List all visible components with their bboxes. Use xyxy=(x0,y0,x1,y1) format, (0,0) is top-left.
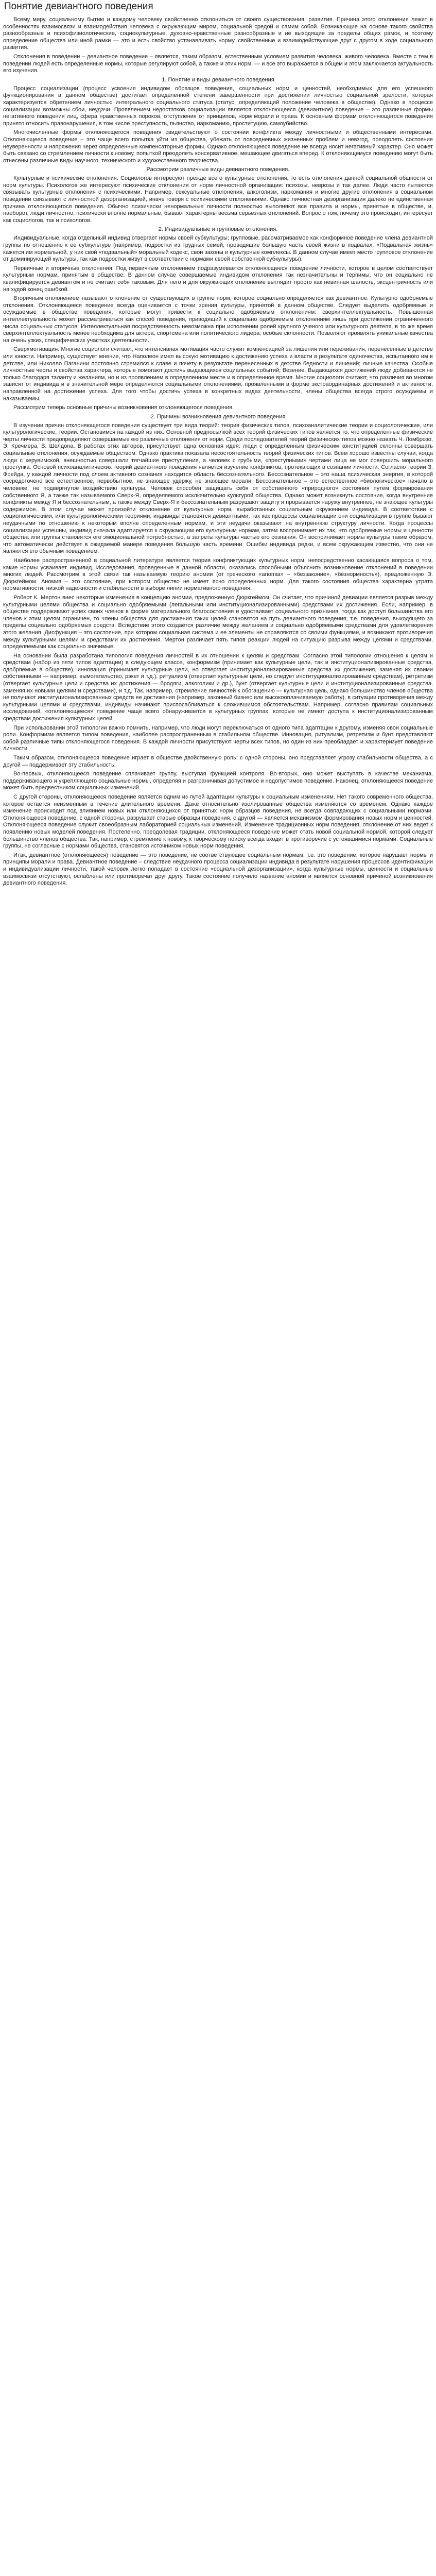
paragraph: Многочисленные формы отклоняющегося поведения свидетельствуют о состоянии конфликта между личностными и общественными интересами. Отклоняющееся поведение – это чаще всего попытка уйти из общества, убежать от повседневных жизненных проблем и невзгод, преодолеть состояние неуверенности и напряжения через определенные компенсаторные формы. Однако отклоняющееся поведение не всегда носит негативный характер. Оно может быть связано со стремлением личности к новому, попыткой преодолеть консервативное, мешающее двигаться вперед. К отклоняющемуся поведению могут быть отнесены различные виды научного, технического и художественного творчества. xyxy=(3,129,433,164)
section-heading: 2. Индивидуальные и групповые отклонения. xyxy=(158,226,278,233)
paragraph: Итак, девиантное (отклоняющееся) поведение — это поведение, не соответствующее социальным нормам, т.е. это поведение, которое нарушает нормы и принципы морали и права. Девиантное поведение – следствие неудачного процесса социализации индивида в результате нарушения процессов идентификации и индивидуализации личности, такой человек легко попадает в состояние «социальной дезорганизации», когда культурные нормы, ценности и социальные взаимосвязи отсутствуют, ослаблены или противоречат друг другу. Такое состояние получило название аномии и является основной причиной возникновения девиантного поведения. xyxy=(3,852,433,887)
paragraph: Таким образом, отклоняющееся поведение играет в обществе двойственную роль: с одной стороны, оно представляет угрозу стабильности общества, а с другой — поддерживает эту стабильность. xyxy=(3,755,433,768)
section-heading: Рассмотрим различные виды девиантного поведения. xyxy=(146,166,290,173)
paragraph: Роберт К. Мертон внес некоторые изменения в концепцию аномии, предложенную Дюркгеймом. Он считает, что причиной девиации является разрыв между культурными целями общества и социально одобряемыми (легальными или институционализированными) средствами их достижения. Если, например, в обществе поддерживают успех своих членов в форме материального благосостояния и удостаивает социального признания, тогда как доступ большинства его членов к этим целям ограничен, то члены общества для достижения таких целей становятся на путь девиантного поведения, т.е. поведения, выходящего за пределы социально одобряемых средств. Вследствие этого создается различие между желанием и социально одобряемыми средствами для удовлетворения этого желания. Дисфункция – это состояние, при котором социальная система и ее элементы не справляются со своими функциями, и возникают противоречия между культурными целями и средствами их достижения. Мертон различает пять типов реакции людей на ситуацию разрыва между целями и средствами, определяемыми как социально значимые. xyxy=(3,594,433,650)
paragraph: Рассмотрим теперь основные причины возникновения отклоняющегося поведения. xyxy=(13,404,234,411)
paragraph: В изучении причин отклоняющегося поведения существует три вида теорий: теория физических типов, психоаналитические теории и социологические, или культурологические, теории. Остановимся на каждой из них. Основной предпосылкой всех теорий физических типов является то, что определенные физические черты личности предопределяют совершаемые ею различные отклонения от норм. Среди последователей теорий физических типов можно назвать Ч. Ломброзо, Э. Кречмера, В. Шелдона. В работах этих авторов, присутствует одна основная идея: люди с определенным физическим конституцией склонны совершать социальные отклонения, осуждаемые обществом. Однако практика показала несостоятельность теорий физических типов. Всем хорошо известны случаи, когда люди с херувимской, внешностью совершали тягчайшие преступления, а человек с грубыми, «преступными» чертами лица не мог совершить морального проступка. Основой психоаналитических теорий девиантного поведения является изучение конфликтов, протекающих в сознании личности. Согласно теории З. Фрейда, у каждой личности под слоем активного сознания находится область бессознательного. Бессознательное – это наша психическая энергия, в которой сосредоточено все естественное, первобытное, не знающее удержу, не знающее морали. Бессознательное – это естественное «биологическое» начало в человеке, не подвергнутое воздействию культуры. Человек способен защищать себя от собственного «природного» состояния путем формирования собственного Я, а также так называемого Сверх-Я, определяемого исключительно культурой общества. Однако может возникнуть состояние, когда внутренние конфликты между Я и бессознательным, а также между Сверх-Я и бессознательным разрушают защиту и прорывается наружу внутреннее, не знающее культуры содержимое. В этом случае может произойти отклонение от культурных норм, выработанных социальным окружением индивида. В соответствии с социологическими, или культурологическими теориями, индивиды становятся девиантными, так как процессы социализации они социализации в группе бывают неудачными по отношению к некоторым вполне определенным нормам, и эти неудачи оказывают на внутреннюю структуру личности. Когда процессы социализации успешны, индивид сначала адаптируется к окружающим его культурным нормам, затем воспринимает их так, что одобряемые нормы и ценности общества или группы становятся его эмоциональной потребностью, а запреты культуры частью его сознания. Он воспринимает нормы культуры таким образом, что автоматически действует в ожидаемой манере поведения большую часть времени. Ошибки индивида редки, и всем окружающим известно, что они не являются его обычным поведением. xyxy=(3,422,433,555)
section-heading: 2. Причины возникновения девиантного поведения xyxy=(150,413,286,420)
paragraph: Наиболее распространенной в социальной литературе является теория конфликтующих культурных норм, непосредственно касающаяся вопроса о том, какие нормы усваивает индивид. Исследования, проведенные в данной области, оказались способными объяснить возникновение отклонений в поведении многих людей. Рассмотрим в этой связи так называемую теорию аномии (от греческого «anomia» – «беззаконие», «безнормность»), предложенную Э. Дюркгеймом. Аномия – это состояние, при котором общество не имеет ясно определенных норм. Для такого состояния общества характерна утрата нормативности, низкой надежности и стабильности в выборе линии нормативного поведения. xyxy=(3,557,433,592)
paragraph: С другой стороны, отклоняющееся поведение является одним из путей адаптации культуры к социальным изменениям. Нет такого современного общества, которое остается неизменным в течение длительного времени. Даже относительно изолированные общества изменяются со временем. Однако каждое изменение происходит под влиянием новых или отклоняющихся от принятых норм образцов поведения, не всегда совпадающих с социальными нормами. Отклоняющееся поведение, с одной стороны, разрушает старые образцы поведения, с другой — является механизмом формирования новых норм и ценностей. Отклоняющееся поведение служит своеобразным лабораторией социальных изменений. Изменение традиционных норм поведения, отклонение от них ведет к появлению новых моделей поведения. Постепенно, преодолевая традиции, отклоняющееся поведение может стать новой социальной нормой, которой следует большинство членов общества. Так, например, стремление к новому, к творческому поиску всегда входит в противоречие с устоявшимися нормами. Социальные группы, не согласные с нормами общества, становятся источником новых норм поведения. xyxy=(3,793,433,850)
document-body xyxy=(3,16,433,887)
paragraph: Отклонения в поведении – девиантное поведение – является, таким образом, естественным условием развития человека, живого человека. Вместе с тем в поведении людей есть определенные нормы, которые регулируют собой, а также и этих норм, — и все это выражается в общем и этом заключается актуальность его изучения. xyxy=(3,53,433,74)
paragraph: Процесс социализации (процесс усвоения индивидом образцов поведения, социальных норм и ценностей, необходимых для его успешного функционирования в данном обществе) достигает определенной степени завершенности при достижении личностью социальной зрелости, которая характеризуется обретением личностью интегрального социального статуса (статус, определяющий положение человека в обществе). Однако в процессе социализации возможны сбои, неудачи. Проявлением недостатков социализации является отклоняющееся (девиантное) поведение – это различные формы негативного поведения лиц, сфера нравственных пороков, отступления от принципов, норм морали и права. К основным формам отклоняющегося поведения принято относить правонарушения, в том числе преступность, пьянство, наркоманию, проституцию, самоубийство. xyxy=(3,85,433,127)
paragraph: Сверхмотивация. Многие социологи считают, что интенсивная мотивация часто служит компенсацией за лишения или переживания, перенесенные в детстве или юности. Например, существует мнение, что Наполеон имел высокую мотивацию к достижению успеха и власти в результате одиночества, испытанного им в детстве, или Николло Паганини постоянно стремился к славе и почету в результате перенесенных в детстве бедности и лишений; личные качества. Особые личностные черты и свойства характера, которые помогают достичь выдающихся социальных событий; Везение. Выдающихся достижений люди добиваются не только благодаря таланту и желаниям, но и из проявлением в определенном месте и в определенное время. Многие социологи считают, что различия во многом зависят от индивида и в значительной мере определяются социальными отклонениями, проявленными в форме экстраординарных достижений и активности, направленной на достижение успеха. Для того чтобы достичь успеха в конкретных видах деятельности, члены общества всегда строго осуждаемы и наказываемы. xyxy=(3,346,433,402)
document-title: Понятие девиантного поведения xyxy=(4,1,153,12)
paragraph: Культурные и психические отклонения. Социологов интересуют прежде всего культурные отклонения, то есть отклонения данной социальной общности от норм культуры. Психологов же интересуют психические отклонения от норм личностной организации: психозы, неврозы и так далее. Люди часто пытаются связывать культурные отклонения с психическими. Например, сексуальные отклонения, алкоголизм, наркомания и многие другие отклонения в социальном поведении связывают с личностной дезорганизацией, иначе говоря с психическими отклонениями. Однако личностная дезорганизация далеко не единственная причина отклоняющегося поведения. Обычно психически ненормальные личности полностью выполняют все правила и нормы, принятые в обществе, и, наоборот, люди личностно, психически вполне нормальные, бывают характерны весьма серьезных отклонений. Вопрос о том, почему это происходит, интересует как социологов, так и психологов. xyxy=(3,175,433,224)
section-heading: 1. Понятие и виды девиантного поведения xyxy=(162,76,274,83)
paragraph: Индивидуальные, когда отдельный индивид отвергает нормы своей субкультуры; групповые, рассматриваемое как конформное поведение члена девиантной группы по отношению к ее субкультуре (например, подростки из трудных семей, проводящие большую часть своей жизни в подвалах. «Подвальная жизнь» кажется им нормальной, у них свой «подвальный» моральный кодекс, свои законы и культурные комплексы. В данном случае имеет место групповое отклонение от доминирующей культуры, так как подростки живут в соответствии с нормами своей собственной субкультуры). xyxy=(3,235,433,263)
paragraph: Во-первых, отклоняющееся поведение сплачивает группу, выступая функцией контроля. Во-вторых, оно может выступать в качестве механизма, поддерживающего и укрепляющего социальные нормы, определяя и разграничивая допустимое и недопустимое поведение. Наконец, отклоняющееся поведение может быть предвестником социальных изменений. xyxy=(3,771,433,791)
paragraph: На основании была разработана типология поведения личностей в их отношении к целям и средствам. Согласно этой типологии отношения к целям и средствам (набор из пяти типов адаптации) в следующем классе, конформизм (принимает как культурные цели, так и институционализированные средства, одобряемые в обществе), инновация (принимает культурные цели, но отвергает институционализированные средства их достижения, заменяя их своими собственными — например, вымогательство, рэкет и т.д.), ритуализм (отвергает культурные цели, но следует институционализированным средствам), ретретизм (отвергает культурные цели и средства их достижения — бродяги, алкоголики и др.), бунт (отвергает культурные цели и институционализированные средства, заменяя их новыми целями и средствами), и т.д. Так, например, стремление личностей к обогащению — культурная цель, однако большинство членов общества не получают институционализированных средств ее достижения (например, законный бизнес или высокооплачиваемую работу), в ситуации противоречия между культурными целями и средствами, индивиды начинают приспосабливаться к сложившимся обстоятельствам. Например, согласно правилам социальных исследований, «отклоняющееся» поведение чаще всего обнаруживается в культурных группах, которые не имеют доступа к институционализированным средствам достижения культурных целей. xyxy=(3,652,433,722)
paragraph: Всему миру, социальному бытию и каждому человеку свойственно отклониться от своего существования, развития. Причина этого отклонения лежит в особенностях взаимосвязи и взаимодействия человека с окружающим миром, социальной средой и самим собой. Возникающие на основе такого свойства разнообразные и психофизиологические, социокультурные, духовно-нравственные разнообразные и не выходящие за пределы общих рамок, и поэтому определение общества или иной рамки — это и есть свойство устанавливать норму, свойственные и взаимодействующие друг с другом в ходе социального развития. xyxy=(3,16,433,51)
paragraph: При использовании этой типологии важно помнить, например, что люди могут переключаться от одного типа адаптации к другому, изменяя свои социальные роли. Конформизм является типом поведения, наиболее распространенным в стабильном обществе. Инновация, ритуализм, ретретизм и бунт представляют собой различные типы отклоняющегося поведения. В каждой личности присутствуют черты всех типов, но один из них преобладает и характеризует поведение личности. xyxy=(3,724,433,752)
paragraph: Вторичным отклонением называют отклонение от существующих в группе норм, которое социально определяется как девиантное. Культурно одобряемые отклонения. Отклоняющееся поведение всегда оценивается с точки зрения культуры, принятой в данном обществе. Следует выделить одобряемые и осуждаемые в обществе поведения, которые могут привести к социально одобряемым отклонениям: сверхинтеллектуальность. Повышенная интеллектуальность может рассматриваться как способ поведения, приводящий к социально одобряемым отклонениям лишь при достижении ограниченного числа социальных статусов. Интеллектуальная посредственность невозможна при исполнении ролей крупного ученого или культурного деятеля, в то же время сверхинтеллектуальность менее необходима для актера, спортсмена или политического лидера; особые склонности. Позволяют проявлять уникальные качества на очень узких, специфических участках деятельности. xyxy=(3,295,433,344)
paragraph: Первичные и вторичные отклонения. Под первичным отклонением подразумевается отклоняющееся поведение личности, которое в целом соответствует культурным нормам, принятым в обществе. В данном случае совершаемые индивидом отклонения так незначительны и терпимы, что он социально не квалифицируется девиантом и не считает себя таковым. Для него и для окружающих отклонение выглядит просто как невинная шалость, эксцентричность или на худой конец ошибкой. xyxy=(3,265,433,293)
